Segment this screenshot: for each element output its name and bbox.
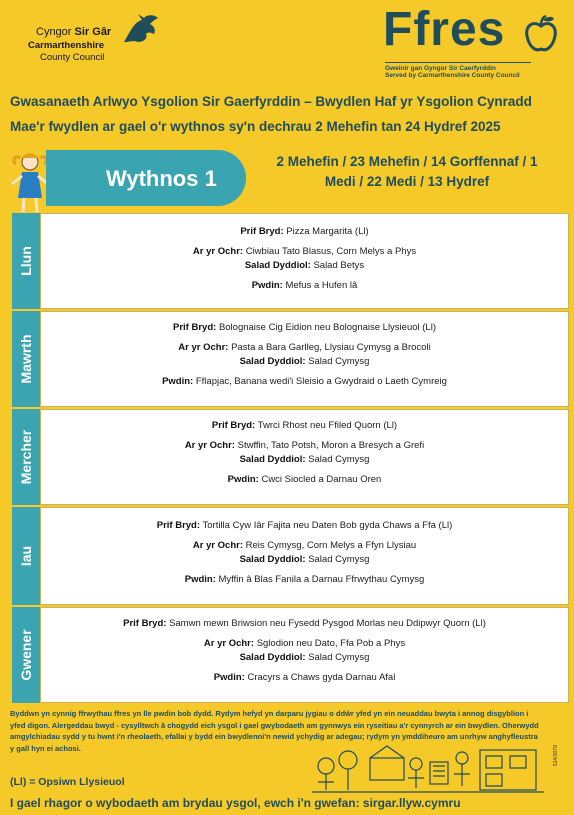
menu-line-salad: Salad Dyddiol: Salad Cymysg: [239, 554, 370, 565]
menu-line-main: Prif Bryd: Tortilla Cyw Iâr Fajita neu Daten Bob gyda Chaws a Ffa (Ll): [156, 520, 453, 531]
school-illustration: [312, 738, 544, 794]
week-dates: [252, 152, 562, 192]
day-menu: [40, 213, 569, 309]
week-label: Wythnos 1: [106, 166, 217, 191]
menu-line-side: Ar yr Ochr: Sglodion neu Dato, Ffa Pob a Phys: [203, 638, 406, 649]
day-label: Mercher: [12, 409, 40, 505]
day-row-iau: [12, 507, 569, 605]
day-label: Llun: [12, 213, 40, 309]
vegetarian-key: (Ll) = Opsiwn Llysieuol: [10, 776, 125, 788]
menu-line-main: Prif Bryd: Pizza Margarita (Ll): [240, 226, 369, 237]
menu-line-dessert: Pwdin: Mefus a Hufen lâ: [251, 280, 358, 291]
ffres-divider: [385, 62, 531, 63]
week-dates-line1: 2 Mehefin / 23 Mehefin / 14 Gorffennaf / 1: [276, 154, 538, 169]
menu-line-salad: Salad Dyddiol: Salad Cymysg: [239, 652, 370, 663]
day-menu: [40, 607, 569, 703]
day-row-llun: [12, 213, 569, 309]
menu-line-side: Ar yr Ochr: Pasta a Bara Garlleg, Llysiau Cymysg a Brocoli: [178, 342, 431, 353]
menu-line-salad: Salad Dyddiol: Salad Cymysg: [239, 454, 370, 465]
ffres-subtitle-en: Served by Carmarthenshire County Council: [385, 72, 520, 79]
menu-line-salad: Salad Dyddiol: Salad Betys: [244, 260, 365, 271]
menu-line-main: Prif Bryd: Bolognaise Cig Eidion neu Bolognaise Llysieuol (Ll): [173, 322, 436, 333]
day-row-mercher: [12, 409, 569, 505]
menu-heading: Gwasanaeth Arlwyo Ysgolion Sir Gaerfyrddin – Bwydlen Haf yr Ysgolion Cynradd: [10, 94, 532, 109]
menu-line-main: Prif Bryd: Samwn mewn Briwsion neu Fysedd Pysgod Morlas neu Ddipwyr Quorn (Ll): [123, 618, 486, 629]
ffres-logo: [383, 3, 563, 80]
apple-icon: [523, 14, 559, 54]
ffres-subtitle-cy: Gweinir gan Gyngor Sir Caerfyrddin: [385, 65, 496, 72]
council-name-line1: Cyngor Sir Gâr: [36, 26, 112, 38]
day-label: Iau: [12, 507, 40, 605]
menu-date-range: Mae'r fwydlen ar gael o'r wythnos sy'n dechrau 2 Mehefin tan 24 Hydref 2025: [10, 119, 501, 134]
council-logo: [26, 12, 146, 72]
website-info: I gael rhagor o wybodaeth am brydau ysgol, ewch i'n gwefan: sirgar.llyw.cymru: [10, 796, 461, 810]
day-menu: [40, 409, 569, 505]
day-menu: [40, 507, 569, 605]
menu-line-side: Ar yr Ochr: Reis Cymysg, Corn Melys a Ffyn Llysiau: [192, 540, 417, 551]
day-row-gwener: [12, 607, 569, 703]
menu-line-dessert: Pwdin: Fflapjac, Banana wedi'i Sleisio a Gwydraid o Laeth Cymreig: [162, 376, 447, 387]
dragon-icon: [120, 12, 162, 48]
ffres-title: Ffres: [383, 3, 506, 56]
council-name-line3: County Council: [40, 52, 105, 63]
footer-notice: Byddwn yn cynnig ffrwythau ffres yn lle pwdin bob dydd. Rydym hefyd yn darparu jygiau o ddŵr yfed yn ein neuaddau bwyta i annog disgyblion i yfed digon. Alergeddau bwyd - cysylltwch â chogydd eich ysgol i gael gwybodaeth am gynnwys ein ryseitiau a'r cynnyrch ar ein bwydlen. Oherwydd amgylchiadau sydd y tu hwnt i'n rheolaeth, efallai y bydd ein bwydlenni'n newid ychydig ar adegau; rydym yn ymddiheuro am unrhyw anghyfleustra y gall hyn ei achosi.: [10, 709, 539, 753]
day-label: Gwener: [12, 607, 40, 703]
menu-line-main: Prif Bryd: Twrci Rhost neu Ffiled Quorn (Ll): [211, 420, 398, 431]
menu-line-side: Ar yr Ochr: Stwffin, Tato Potsh, Moron a Bresych a Grefi: [184, 440, 425, 451]
day-menu: [40, 311, 569, 407]
document-code: 514/3079: [553, 745, 559, 766]
menu-line-side: Ar yr Ochr: Ciwbiau Tato Blasus, Corn Melys a Phys: [192, 246, 417, 257]
menu-line-dessert: Pwdin: Cracyrs a Chaws gyda Darnau Afal: [213, 672, 396, 683]
week-badge: [46, 150, 246, 206]
menu-line-salad: Salad Dyddiol: Salad Cymysg: [239, 356, 370, 367]
day-label: Mawrth: [12, 311, 40, 407]
council-name-line2: Carmarthenshire: [28, 40, 105, 51]
menu-line-dessert: Pwdin: Cwci Siocled a Darnau Oren: [227, 474, 382, 485]
week-dates-line2: Medi / 22 Medi / 13 Hydref: [324, 174, 490, 189]
menu-line-dessert: Pwdin: Myffin â Blas Fanila a Darnau Ffrwythau Cymysg: [184, 574, 425, 585]
day-row-mawrth: [12, 311, 569, 407]
